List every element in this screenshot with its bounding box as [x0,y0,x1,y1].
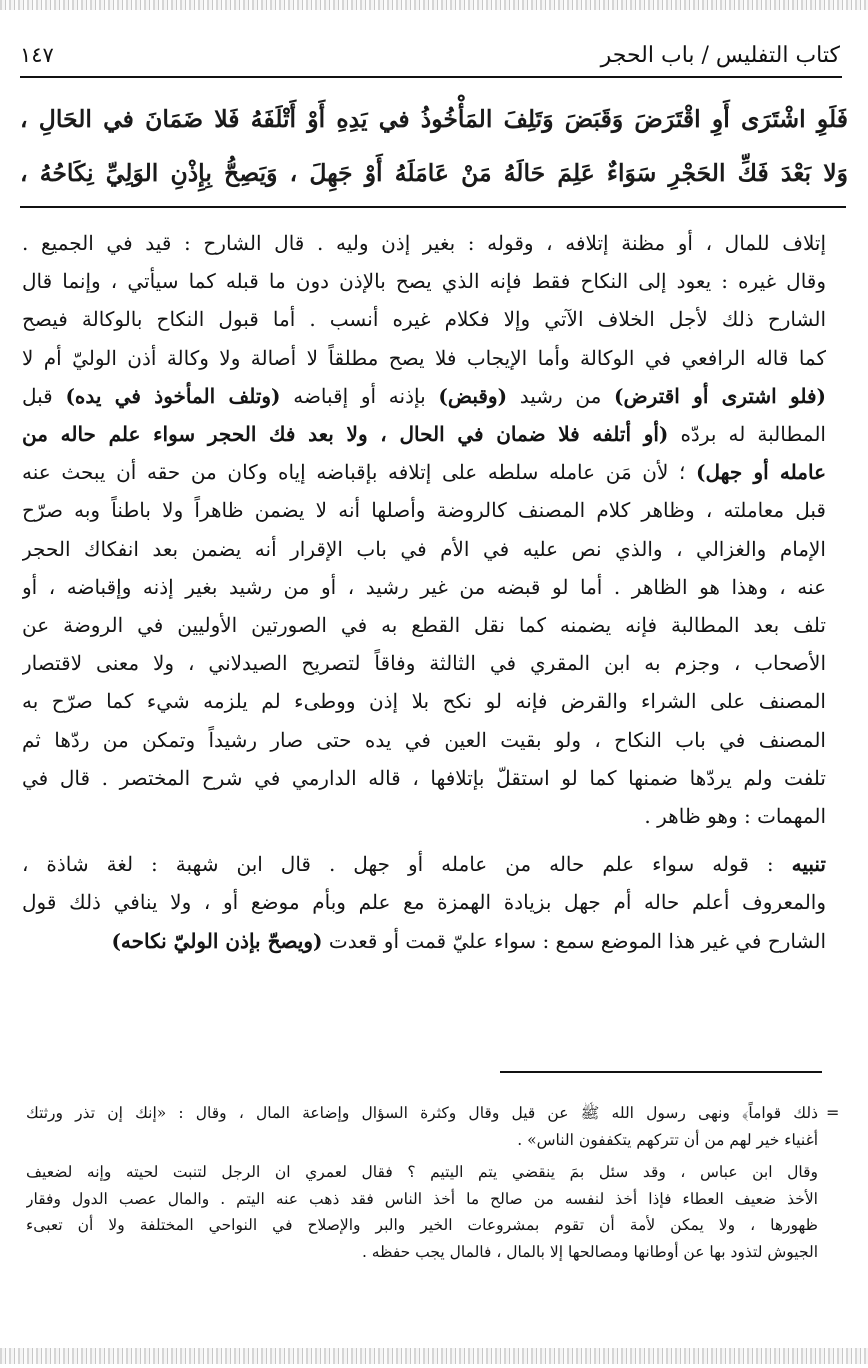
matn-quote: (وقبض) [438,383,508,408]
text-line [22,644,826,682]
running-title: كتاب التفليس / باب الحجر [600,42,840,68]
text-run: المصنف على الشراء والقرض فإنه لو نكح بلا إذن ووطىء لم يلزمه شيء كما صرّح به [22,689,826,714]
matn-quote: عامله أو جهل) [696,460,826,485]
commentary [22,224,826,960]
text-line [22,377,826,415]
scan-edge-top [0,0,868,10]
text-run: المصنف في باب النكاح ، ولو بقيت العين في يده حتى صار رشيداً وتمكن من ردّها ثم [22,727,826,752]
text-line [22,453,826,491]
matn-text [20,92,848,200]
matn-quote: (أو أتلفه فلا ضمان في الحال ، ولا بعد فك الحجر سواء علم حاله من [22,422,669,447]
text-line [22,883,826,921]
text-run: : قوله سواء علم حاله من عامله أو جهل . قال ابن شهبة : لغة شاذة ، [22,852,792,877]
matn-quote: (فلو اشترى أو اقترض) [614,383,826,408]
text-run: والمعروف أعلم حاله أم جهل بزيادة الهمزة مع علم وبأم موضع أو ، ولا ينافي ذلك قول [22,890,826,915]
matn-line: وَلا بَعْدَ فَكِّ الحَجْرِ سَوَاءٌ عَلِمَ حَالَهُ مَنْ عَامَلَهُ أَوْ جَهِلَ ، وَيَصِحُّ بِإِذْنِ الوَلِيِّ نِكَاحُهُ ، [20,159,848,187]
text-line [22,845,826,883]
text-run: بإذنه أو إقباضه [280,383,439,408]
header-rule [20,76,842,78]
text-line [22,339,826,377]
text-run: عنه ، وهذا هو الظاهر . أما لو قبضه من غير رشيد ، أو من رشيد بغير إذنه وإقباضه ، أو [22,574,826,599]
footnote-paragraph-2 [26,1159,818,1265]
commentary-paragraph-2 [22,845,826,960]
text-line [22,797,826,835]
text-line [22,300,826,338]
footnote-line: الأخذ ضعيف العطاء فإذا أخذ لنفسه من صالح ما أخذ الناس فقد ذهب عنه اليتم . والمال عصب الدول وفقار [26,1189,818,1208]
footnote-line: الجيوش لتذود بها عن أوطانها ومصالحها إلا بالمال ، فالمال يجب حفظه . [361,1242,818,1261]
matn-quote: تنبيه [791,852,826,877]
commentary-paragraph-1 [22,224,826,835]
text-line [22,224,826,262]
text-line [22,682,826,720]
text-run: الشارح ذلك لأجل الخلاف الآتي وإلا فكلام غيره أنسب . أما قبول النكاح بالوكالة فيصح [22,307,826,332]
text-run: قبل معاملته ، وظاهر كلام المصنف كالروضة وأصلها أنه لا يضمن ظاهراً ولا باطناً وبه صرّح [22,498,826,523]
text-run: إتلاف للمال ، أو مظنة إتلافه ، وقوله : بغير إذن وليه . قال الشارح : قيد في الجميع . [22,231,826,255]
scan-edge-bottom [0,1348,868,1364]
text-line [22,759,826,797]
footnote-rule [500,1071,822,1073]
text-run: تلفت ولم يردّها ضمنها كما لو استقلّ بإتلافها ، قاله الدارمي في شرح المختصر . قال في [22,765,826,790]
text-line [22,721,826,759]
footnote-line: أغنياء خير لهم من أن تتركهم يتكففون الناس» . [517,1130,818,1149]
matn-divider [20,206,846,208]
text-line [22,568,826,606]
text-run: الإمام والغزالي ، والذي نص عليه في الأم في باب الإقرار أنه يضمن بعد انفكاك الحجر [22,536,826,561]
text-run: من رشيد [507,383,615,408]
text-run: ؛ لأن مَن عامله سلطه على إتلافه بإقباضه إياه وكان من حقه أن يبحث عنه [22,460,697,485]
text-line [22,415,826,453]
text-line [22,262,826,300]
text-run: الأصحاب ، وجزم به ابن المقري في الثالثة وفاقاً لتصريح الصيدلاني ، ولا معنى لاقتصار [22,651,826,676]
footnote-line: ظهورها ، ولا يمكن لأمة أن تقوم بمشروعات الخير والبر والإصلاح في النواحي المختلفة ولا أن تعبىء [26,1216,818,1235]
text-run: تلف بعد المطالبة فإنه يضمنه كما نقل القطع به في الصورتين الأوليين في الروضة عن [22,613,826,638]
page-header [20,38,840,72]
text-run: وقال غيره : يعود إلى النكاح فقط فإنه الذي يصح بالإذن دون ما قبله كما سيأتي ، وإنما قال [22,269,826,294]
footnote-paragraph-1 [26,1100,818,1153]
footnote-line: وقال ابن عباس ، وقد سئل بمَ ينقضي يتم اليتيم ؟ فقال لعمري ان الرجل لتنبت لحيته وإنه لضعيف [26,1163,818,1182]
text-run: كما قاله الرافعي في الوكالة وأما الإيجاب فلا يصح مطلقاً لا أصالة ولا وكالة أذن الوليّ أم لا [22,345,826,370]
footnote-line: ذلك قواماً﴾ ونهى رسول الله ﷺ عن قيل وقال وكثرة السؤال وإضاعة المال ، وقال : «إنك إن تذر ورثتك [26,1104,818,1122]
footnotes [26,1100,818,1266]
paragraph-gap [22,835,826,845]
text-line [22,606,826,644]
matn-quote: (ويصحّ بإذن الوليّ نكاحه) [111,928,323,953]
text-line [22,530,826,568]
matn-quote: (وتلف المأخوذ في يده) [65,383,281,408]
text-line [22,491,826,529]
page-number: ١٤٧ [20,43,54,67]
text-run: المطالبة له بردّه [668,422,826,447]
text-line [22,922,826,960]
text-run: الشارح في غير هذا الموضع سمع : سواء عليّ قمت أو قعدت [322,928,826,953]
text-run: قبل [22,383,66,408]
footnote-continuation-marker: = [826,1103,840,1122]
matn-line: فَلَوِ اشْتَرَى أَوِ اقْتَرَضَ وَقَبَضَ وَتَلِفَ المَأْخُوذُ في يَدِهِ أَوْ أَتْلَفَهُ فَلا ضَمَانَ في الحَالِ ، [20,105,848,133]
text-run: المهمات : وهو ظاهر . [644,804,826,829]
